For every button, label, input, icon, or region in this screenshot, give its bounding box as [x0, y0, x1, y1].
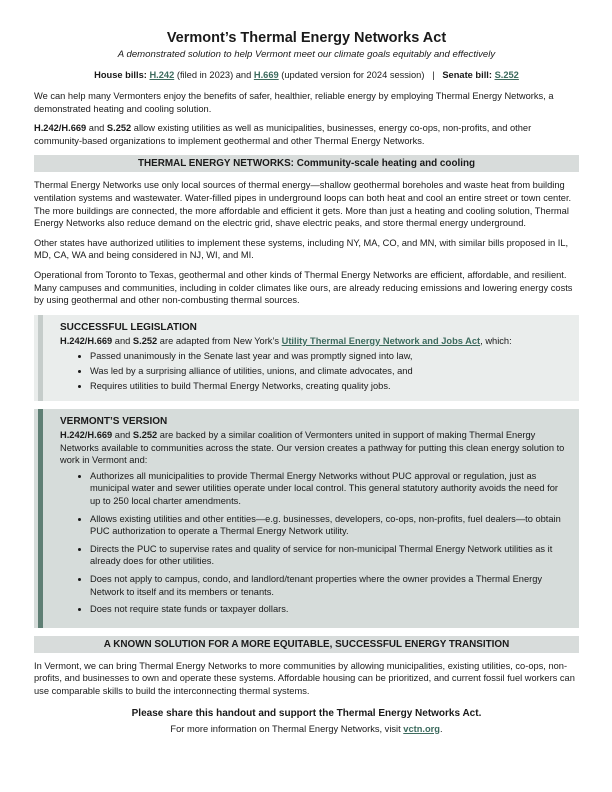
- list-item: • Was led by a surprising alliance of utilities, unions, and climate advocates, and: [90, 365, 569, 378]
- vctn-link[interactable]: vctn.org: [403, 723, 440, 734]
- vermont-bill-ref: H.242/H.669: [60, 430, 113, 441]
- page-subtitle: A demonstrated solution to help Vermont meet our climate goals equitably and effectively: [117, 49, 496, 60]
- vermont-panel: [34, 409, 579, 628]
- networks-paragraph-3: Operational from Toronto to Texas, geothermal and other kinds of Thermal Energy Networks are efficient, affordable, and resilient. Many campuses and communities, including in colder climates like ours, are already reducing emissions and lowering energy costs by using geothermal and other non-combusting thermal sources.: [34, 269, 573, 306]
- vermont-heading: VERMONT’S VERSION: [60, 416, 168, 428]
- intro-paragraph-2: [34, 122, 579, 147]
- intro-bill-ref-2: S.252: [106, 123, 132, 134]
- house-bills-label: House bills:: [94, 70, 147, 80]
- footer-info-text: For more information on Thermal Energy Networks, visit: [170, 723, 401, 734]
- footer-info: [34, 724, 579, 734]
- vermont-bill-ref-2: S.252: [132, 430, 158, 441]
- intro-paragraph-1: We can help many Vermonters enjoy the benefits of safer, healthier, reliable energy by employing Thermal Energy Networks, a demonstrated heating and cooling solution.: [34, 91, 554, 114]
- list-item: • Directs the PUC to supervise rates and quality of service for non-municipal Thermal Energy Network utilities as it already does for other utilities.: [90, 543, 569, 568]
- networks-paragraph-1: Thermal Energy Networks use only local sources of thermal energy—shallow geothermal boreholes and waste heat from building ventilation systems and wastewater. Water-filled pipes in underground loops can both heat and cool an entire street or town center. The more buildings are connected, the more affordable and efficient it gets. More than just a heating and cooling solution, Thermal Energy Networks also reduce demand on the electric grid, shave electric peaks, and store thermal energy underground.: [34, 180, 572, 229]
- legislation-heading: SUCCESSFUL LEGISLATION: [60, 321, 197, 333]
- vermont-list: [60, 470, 569, 616]
- panel-accent-bar: [38, 315, 43, 401]
- page-title: Vermont’s Thermal Energy Networks Act: [166, 30, 447, 46]
- legislation-list: [60, 350, 569, 392]
- ny-act-link[interactable]: Utility Thermal Energy Network and Jobs Act: [281, 335, 481, 346]
- bill-s252-link[interactable]: S.252: [494, 70, 519, 80]
- panel-accent-bar: [38, 409, 43, 628]
- bills-separator: |: [432, 70, 435, 80]
- bills-line: [34, 70, 579, 80]
- list-item: • Passed unanimously in the Senate last year and was promptly signed into law,: [90, 350, 569, 363]
- footer-period: .: [439, 723, 443, 734]
- section-heading-transition: A KNOWN SOLUTION FOR A MORE EQUITABLE, SUCCESSFUL ENERGY TRANSITION: [34, 636, 579, 653]
- bill-h242-note: (filed in 2023) and: [176, 70, 252, 80]
- list-item: • Does not apply to campus, condo, and landlord/tenant properties where the owner provides a Thermal Energy Network to itself and its members or tenants.: [90, 573, 569, 598]
- networks-paragraph-2: Other states have authorized utilities to implement these systems, including NY, MA, CO, and MN, with similar bills proposed in IL, MD, CA, WA and being considered in NJ, WI, and MI.: [34, 237, 569, 261]
- bill-h242-link[interactable]: H.242: [149, 70, 175, 80]
- bill-h669-link[interactable]: H.669: [253, 70, 279, 80]
- legislation-text-end: , which:: [480, 335, 512, 346]
- closing-call-to-action: Please share this handout and support the Thermal Energy Networks Act.: [131, 707, 482, 719]
- legislation-bill-ref: H.242/H.669: [60, 335, 113, 346]
- senate-bill-label: Senate bill:: [442, 70, 492, 80]
- legislation-panel: [34, 315, 579, 401]
- legislation-text: are adapted from New York’s: [159, 335, 280, 346]
- vermont-and: and: [114, 430, 131, 441]
- intro-and: and: [88, 123, 105, 134]
- bill-h669-note: (updated version for 2024 session): [281, 70, 425, 80]
- legislation-bill-ref-2: S.252: [132, 335, 158, 346]
- section-heading-networks: THERMAL ENERGY NETWORKS: Community-scale heating and cooling: [34, 155, 579, 172]
- intro-bill-ref: H.242/H.669: [34, 123, 87, 134]
- list-item: • Requires utilities to build Thermal Energy Networks, creating quality jobs.: [90, 380, 569, 393]
- list-item: • Does not require state funds or taxpayer dollars.: [90, 603, 569, 616]
- vermont-intro: [60, 429, 569, 467]
- list-item: • Allows existing utilities and other entities—e.g. businesses, developers, co-ops, non-profits, fuel dealers—to obtain PUC authorization to operate a Thermal Energy Network utility.: [90, 513, 569, 538]
- list-item: • Authorizes all municipalities to provide Thermal Energy Networks without PUC approval or regulation, just as municipal water and sewer utilities operate under local control. This general statutory authority avoids the need for up to 250 local charter amendments.: [90, 470, 569, 508]
- handout-page: [34, 30, 579, 734]
- transition-paragraph: In Vermont, we can bring Thermal Energy Networks to more communities by allowing municipalities, existing utilities, co-ops, non-profits, and businesses to own and operate these systems. Affordable housing can be prioritized, and current fossil fuel workers can use comparable skills to build the interconnecting thermal systems.: [34, 660, 575, 696]
- intro-paragraph-2-text: allow existing utilities as well as municipalities, businesses, energy co-ops, non-profits, and other community-based organizations to implement geothermal and other Thermal Energy Networks.: [34, 123, 532, 146]
- legislation-intro: [60, 335, 569, 348]
- legislation-and: and: [114, 335, 131, 346]
- vermont-text: are backed by a similar coalition of Vermonters united in support of making Thermal Energy Networks available to communities across the state. Our version creates a pathway for putting this clean energy solution to work in Vermont and:: [60, 430, 565, 466]
